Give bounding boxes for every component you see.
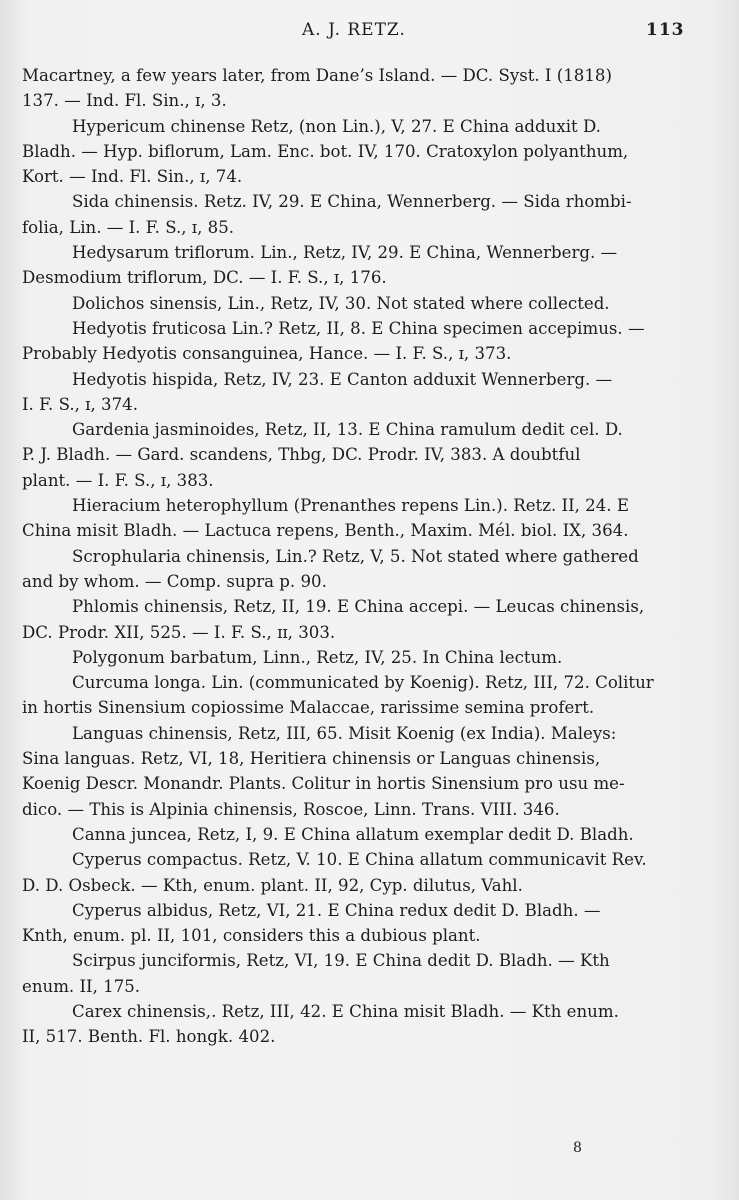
- text-line: DC. Prodr. XII, 525. — I. F. S., ɪɪ, 303.: [22, 622, 336, 642]
- entry-first-line: Carex chinensis,. Retz, III, 42. E China misit Bladh. — Kth enum.: [72, 1001, 619, 1021]
- text-line: 137. — Ind. Fl. Sin., ɪ, 3.: [22, 91, 227, 111]
- text-line: II, 517. Benth. Fl. hongk. 402.: [22, 1027, 276, 1047]
- text-line: folia, Lin. — I. F. S., ɪ, 85.: [22, 217, 235, 237]
- text-line: D. D. Osbeck. — Kth, enum. plant. II, 92, Cyp. dilutus, Vahl.: [22, 875, 523, 895]
- text-line: plant. — I. F. S., ɪ, 383.: [22, 470, 214, 490]
- entry-first-line: Hedyotis fruticosa Lin.? Retz, II, 8. E China specimen accepimus. —: [72, 318, 645, 338]
- text-line: Probably Hedyotis consanguinea, Hance. — I. F. S., ɪ, 373.: [22, 344, 512, 364]
- entry-first-line: Languas chinensis, Retz, III, 65. Misit Koenig (ex India). Maleys:: [72, 723, 617, 743]
- running-head: A. J. RETZ.: [302, 20, 406, 40]
- entry-first-line: Polygonum barbatum, Linn., Retz, IV, 25. In China lectum.: [72, 647, 563, 667]
- text-line: Bladh. — Hyp. biflorum, Lam. Enc. bot. IV, 170. Cratoxylon polyanthum,: [22, 141, 629, 161]
- entry-first-line: Curcuma longa. Lin. (communicated by Koenig). Retz, III, 72. Colitur: [72, 673, 654, 693]
- text-line: Koenig Descr. Monandr. Plants. Colitur in hortis Sinensium pro usu me-: [22, 774, 625, 794]
- entry-first-line: Gardenia jasminoides, Retz, II, 13. E China ramulum dedit cel. D.: [72, 420, 623, 440]
- entry-first-line: Hypericum chinense Retz, (non Lin.), V, 27. E China adduxit D.: [72, 116, 601, 136]
- entry-first-line: Dolichos sinensis, Lin., Retz, IV, 30. Not stated where collected.: [72, 293, 610, 313]
- text-line: P. J. Bladh. — Gard. scandens, Thbg, DC. Prodr. IV, 383. A doubtful: [22, 445, 581, 465]
- page-number: 113: [646, 20, 685, 40]
- text-line: enum. II, 175.: [22, 976, 141, 996]
- text-line: dico. — This is Alpinia chinensis, Roscoe, Linn. Trans. VIII. 346.: [22, 799, 560, 819]
- text-line: China misit Bladh. — Lactuca repens, Benth., Maxim. Mél. biol. IX, 364.: [22, 521, 629, 541]
- entry-first-line: Canna juncea, Retz, I, 9. E China allatum exemplar dedit D. Bladh.: [72, 824, 634, 844]
- entry-first-line: Hieracium heterophyllum (Prenanthes repens Lin.). Retz. II, 24. E: [72, 496, 629, 516]
- signature-mark: 8: [573, 1140, 582, 1156]
- entry-first-line: Scrophularia chinensis, Lin.? Retz, V, 5. Not stated where gathered: [72, 546, 639, 566]
- text-line: Macartney, a few years later, from Dane’s Island. — DC. Syst. I (1818): [22, 66, 612, 85]
- text-line: Knth, enum. pl. II, 101, considers this a dubious plant.: [22, 926, 481, 946]
- page-header: [0, 20, 739, 44]
- entry-first-line: Hedyotis hispida, Retz, IV, 23. E Canton adduxit Wennerberg. —: [72, 369, 613, 389]
- text-line: and by whom. — Comp. supra p. 90.: [22, 571, 327, 591]
- text-line: Sina languas. Retz, VI, 18, Heritiera chinensis or Languas chinensis,: [22, 749, 601, 769]
- text-line: Kort. — Ind. Fl. Sin., ɪ, 74.: [22, 167, 243, 187]
- text-line: in hortis Sinensium copiossime Malaccae, rarissime semina profert.: [22, 698, 595, 718]
- page-body: [22, 63, 684, 1050]
- entry-first-line: Scirpus junciformis, Retz, VI, 19. E China dedit D. Bladh. — Kth: [72, 951, 610, 971]
- text-line: Desmodium triflorum, DC. — I. F. S., ɪ, 176.: [22, 268, 387, 288]
- entry-first-line: Hedysarum triflorum. Lin., Retz, IV, 29. E China, Wennerberg. —: [72, 243, 618, 263]
- entry-first-line: Sida chinensis. Retz. IV, 29. E China, Wennerberg. — Sida rhombi-: [72, 192, 632, 212]
- entry-first-line: Cyperus albidus, Retz, VI, 21. E China redux dedit D. Bladh. —: [72, 900, 601, 920]
- entry-first-line: Phlomis chinensis, Retz, II, 19. E China accepi. — Leucas chinensis,: [72, 597, 645, 617]
- text-line: I. F. S., ɪ, 374.: [22, 394, 138, 414]
- entry-first-line: Cyperus compactus. Retz, V. 10. E China allatum communicavit Rev.: [72, 850, 647, 870]
